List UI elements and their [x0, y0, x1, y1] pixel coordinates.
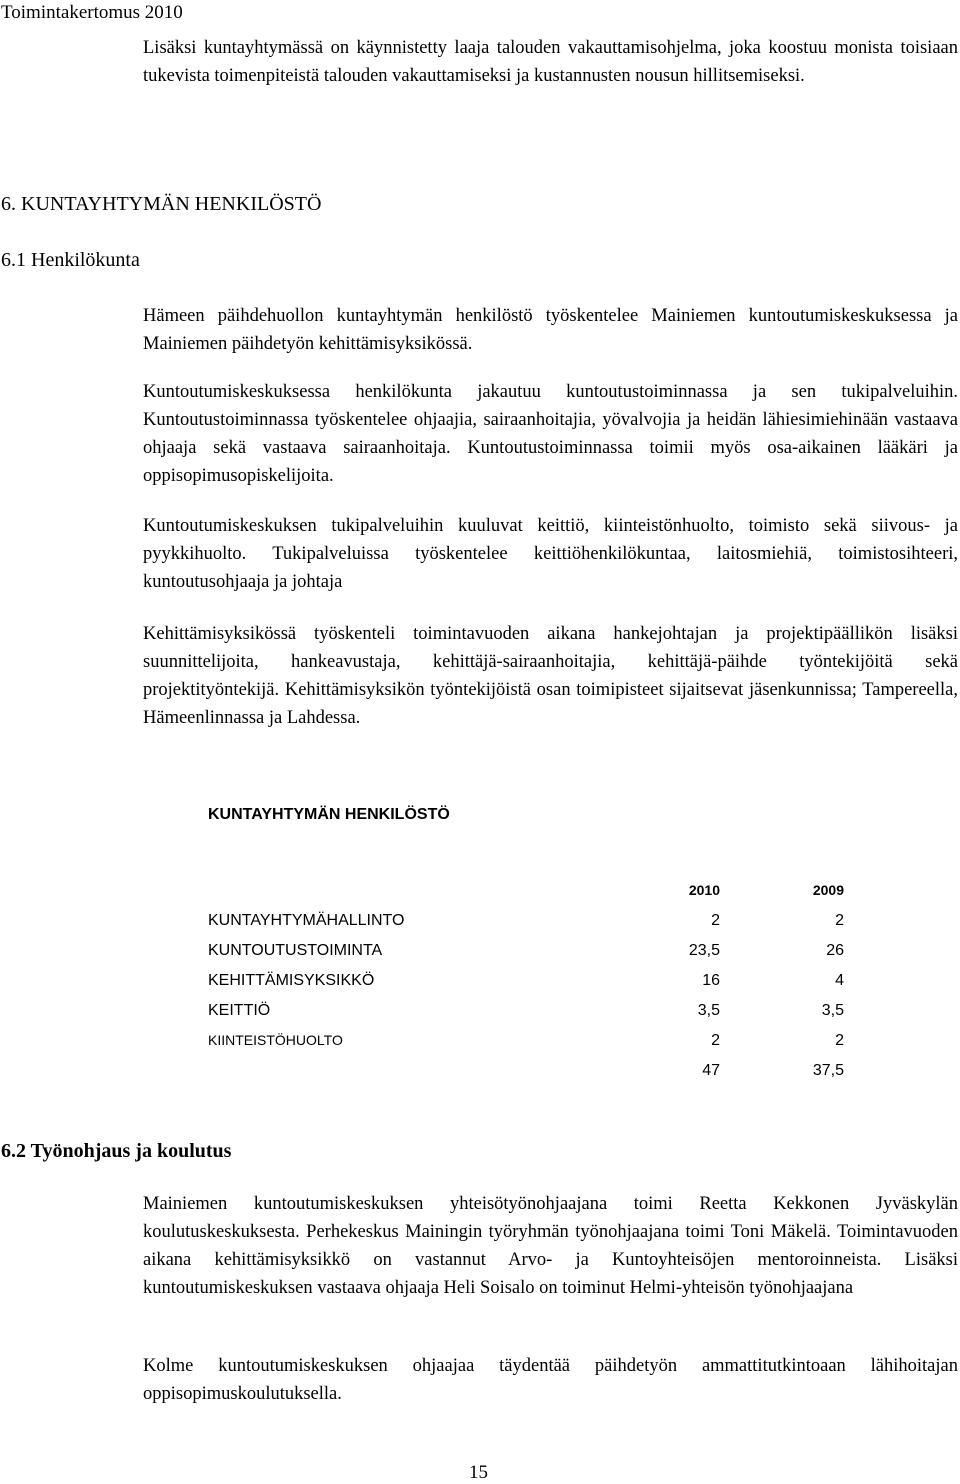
- row-label: KIINTEISTÖHUOLTO: [208, 1032, 343, 1048]
- total-2009: 37,5: [812, 1062, 844, 1079]
- intro-paragraph: Lisäksi kuntayhtymässä on käynnistetty laaja talouden vakauttamisohjelma, joka koostuu monista toisiaan tukevista toimenpiteistä talouden vakauttamiseksi ja kustannusten nousun hillitsemiseksi.: [143, 38, 958, 86]
- paragraph-support-services: Kuntoutumiskeskuksen tukipalveluihin kuuluvat keittiö, kiinteistönhuolto, toimisto sekä siivous- ja pyykkihuolto. Tukipalveluissa työskentelee keittiöhenkilökuntaa, laitosmiehiä, toimistosihteeri, kuntoutusohjaaja ja johtaja: [143, 516, 958, 592]
- document-header: Toimintakertomus 2010: [1, 2, 183, 23]
- row-value-2009: 3,5: [821, 1002, 844, 1019]
- row-label: KEHITTÄMISYKSIKKÖ: [208, 972, 375, 989]
- column-header-2010: 2010: [688, 882, 720, 898]
- row-value-2010: 2: [711, 1032, 720, 1049]
- paragraph-development-unit: Kehittämisyksikössä työskenteli toimintavuoden aikana hankejohtajan ja projektipäällikön lisäksi suunnittelijoita, hankeavustaja, kehittäjä-sairaanhoitajia, kehittäjä-päihde työntekijöitä sekä projektityöntekijä. Kehittämisyksikön työntekijöistä osan toimipisteet sijaitsevat jäsenkunnissa; Tampereella, Hämeenlinnassa ja Lahdessa.: [143, 624, 958, 728]
- subsection-heading-6-2: [1, 1140, 231, 1163]
- row-label: KEITTIÖ: [208, 1002, 271, 1019]
- section-heading: 6. KUNTAYHTYMÄN HENKILÖSTÖ: [1, 193, 322, 215]
- column-header-2009: 2009: [812, 882, 844, 898]
- row-label: KUNTOUTUSTOIMINTA: [208, 942, 383, 959]
- page-number: 15: [469, 1462, 488, 1483]
- table-title: KUNTAYHTYMÄN HENKILÖSTÖ: [208, 806, 450, 823]
- subsection-title: Työnohjaus ja koulutus: [30, 1140, 232, 1162]
- row-value-2009: 2: [835, 1032, 844, 1049]
- total-2010: 47: [702, 1062, 720, 1079]
- row-value-2010: 3,5: [697, 1002, 720, 1019]
- row-value-2010: 2: [711, 912, 720, 929]
- row-value-2009: 2: [835, 912, 844, 929]
- row-label: KUNTAYHTYMÄHALLINTO: [208, 912, 405, 929]
- subsection-heading-6-1: 6.1 Henkilökunta: [1, 249, 140, 271]
- paragraph-supervision: Mainiemen kuntoutumiskeskuksen yhteisötyönohjaajana toimi Reetta Kekkonen Jyväskylän koulutuskeskuksesta. Perhekeskus Mainingin työryhmän työnohjaajana toimi Toni Mäkelä. Toimintavuoden aikana kehittämisyksikkö on vastannut Arvo- ja Kuntoyhteisöjen mentoroinneista. Lisäksi kuntoutumiskeskuksen vastaava ohjaaja Heli Soisalo on toiminut Helmi-yhteisön työnohjaajana: [143, 1194, 958, 1298]
- row-value-2010: 16: [702, 972, 720, 989]
- row-value-2009: 26: [826, 942, 844, 959]
- row-value-2010: 23,5: [688, 942, 720, 959]
- paragraph-training: Kolme kuntoutumiskeskuksen ohjaajaa täydentää päihdetyön ammattitutkintoaan lähihoitajan oppisopimuskoulutuksella.: [143, 1356, 958, 1404]
- paragraph-staff-intro: Hämeen päihdehuollon kuntayhtymän henkilöstö työskentelee Mainiemen kuntoutumiskeskuksessa ja Mainiemen päihdetyön kehittämisyksikössä.: [143, 306, 958, 354]
- subsection-number: 6.2: [1, 1140, 26, 1162]
- paragraph-rehab-staff: Kuntoutumiskeskuksessa henkilökunta jakautuu kuntoutustoiminnassa ja sen tukipalveluihin. Kuntoutustoiminnassa työskentelee ohjaajia, sairaanhoitajia, yövalvojia ja heidän lähiesimiehinään vastaava ohjaaja sekä vastaava sairaanhoitaja. Kuntoutustoiminnassa toimii myös osa-aikainen lääkäri ja oppisopimusopiskelijoita.: [143, 382, 958, 486]
- row-value-2009: 4: [835, 972, 844, 989]
